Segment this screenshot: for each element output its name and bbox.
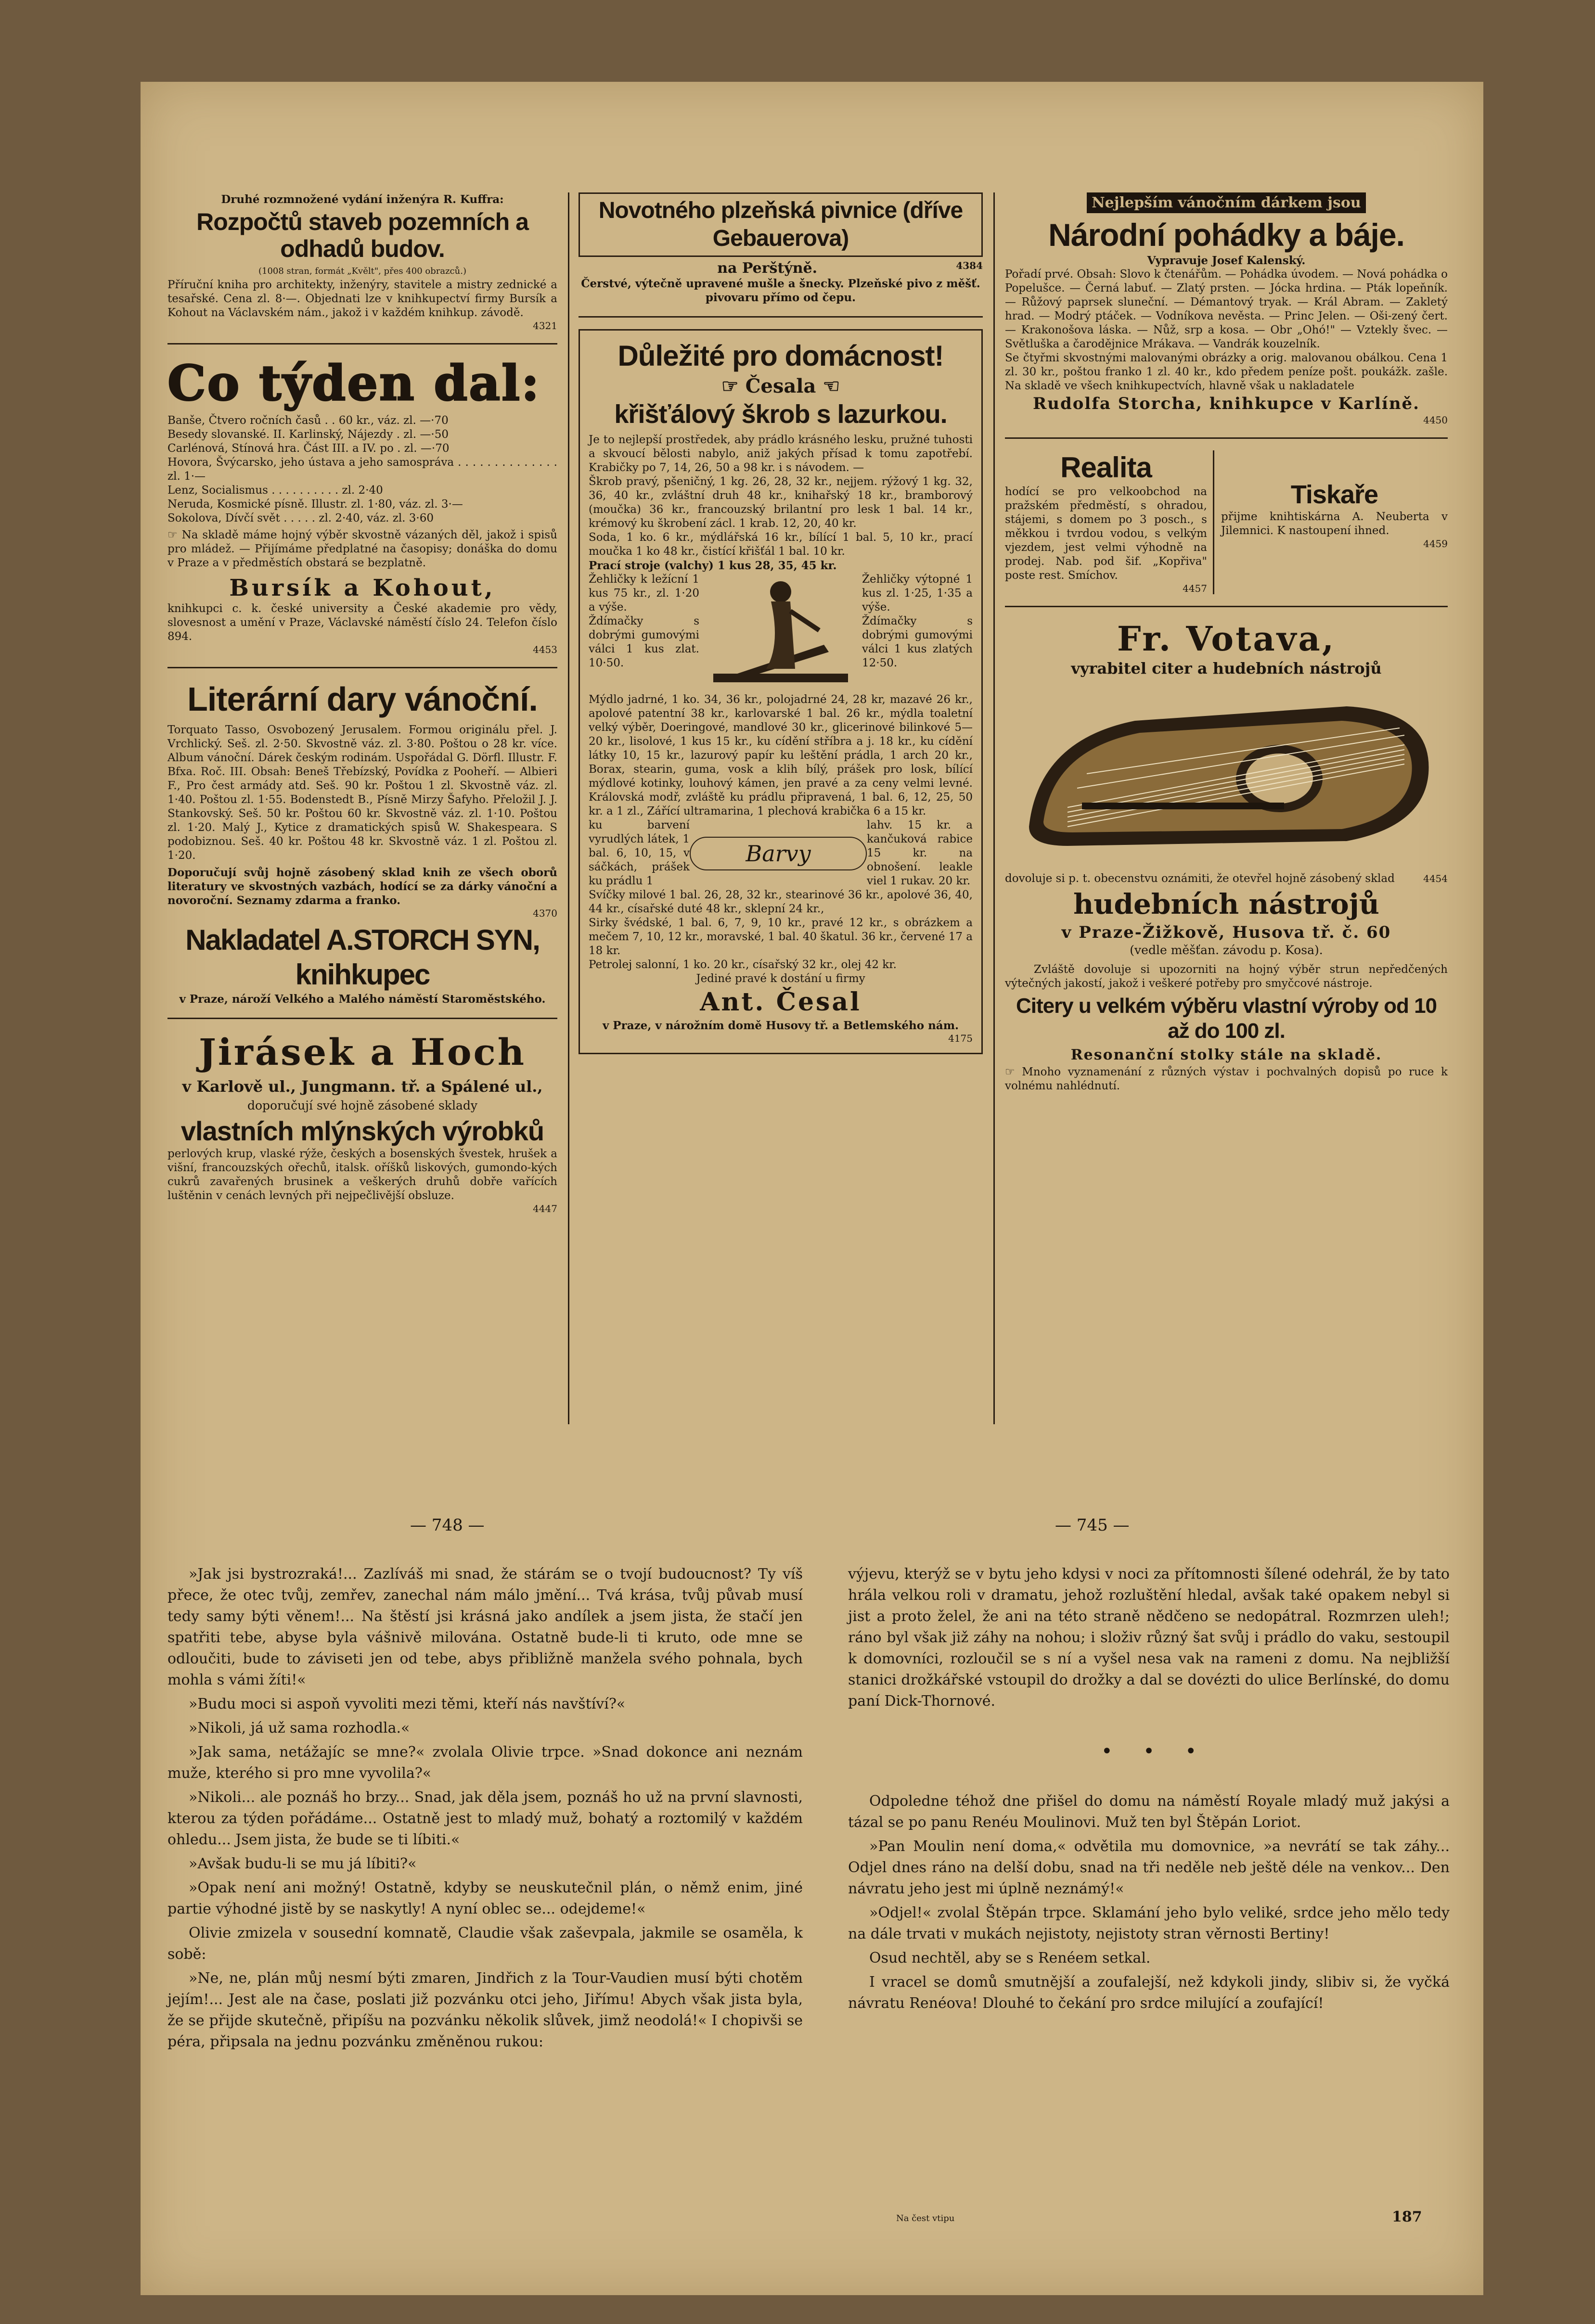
pointing-hand-icon: ☞ (167, 529, 182, 541)
storch-title: Nakladatel A.STORCH SYN, knihkupec (185, 924, 540, 991)
pohadky-offer: Se čtyřmi skvostnými malovanými obrázky a orig. malovanou obálkou. Cena 1 zl. 30 kr., poštou franko 1 zl. 40 kr., kdo předem peníze pošt. poukážk. zašle. Na skladě ve všech knihkupectvích, hlavně však u nakladatele (1005, 352, 1448, 392)
ad-number: 4384 (956, 260, 983, 271)
story-column-left (167, 1564, 803, 2056)
washer-woman-illustration (708, 573, 853, 693)
cesal-firm: Ant. Česal (700, 987, 862, 1017)
cesal-skrob: Škrob pravý, pšeničný, 1 kg. 26, 28, 32 kr., nejjem. rýžový 1 kg. 32, 36, 40 kr., zvláštní druh 48 kr., knihařský 18 kr., bramborový (moučka) 36 kr., francouzský brilantní pro lesk 1 bal. 14 kr., krémový ku škrobení zácl. 1 krab. 12, 20, 40 kr. (589, 475, 973, 530)
pohadky-banner: Nejlepším vánočním dárkem jsou (1087, 192, 1366, 213)
book-item: Lenz, Socialismus . . . . . . . . . . zl. 2·40 (167, 484, 383, 497)
column-right (1005, 192, 1448, 1093)
cesal-soda: Soda, 1 ko. 6 kr., mýdlářská 16 kr., bílící 1 bal. 5, 10 kr., prací moučka 1 ko 48 kr., čistící křišťál 1 bal. 10 kr. (589, 531, 973, 558)
book-item: Besedy slovanské. II. Karlinský, Nájezdy . zl. —·50 (167, 428, 449, 441)
jirasek-product: vlastních mlýnských výrobků (180, 1116, 544, 1146)
page-number-right: — 745 — (1055, 1516, 1130, 1535)
cesal-intro: Je to nejlepší prostředek, aby prádlo krásného lesku, pružné tuhosti a skvoucí bělosti nabylo, aniž jakých přísad k tomu zapotřebí. Krabičky po 7, 14, 26, 50 a 98 kr. i s návodem. — (589, 434, 973, 474)
book-item: Carlénová, Stínová hra. Část III. a IV. po . zl. —·70 (167, 442, 450, 455)
votava-medals: Mnoho vyznamenání z různých výstav i pochvalných dopisů po ruce k volnému nahlédnutí. (1005, 1066, 1448, 1092)
cesal-barvy (589, 818, 973, 888)
pointing-hand-icon: ☞ (721, 375, 746, 397)
story-paragraph: »Ne, ne, plán můj nesmí býti zmaren, Jindřich z la Tour-Vaudien musí býti chotěm jejím!... Jest ale na čase, poslati již pozvánku otci jeho, Jiřímu! Abych však jista byla, že se přijde skutečně, připíšu na pozvánku několik slůvek, jimž neodolá!« I chopivši se péra, připsala na jednu pozvánku změněnou rukou: (167, 1970, 803, 2050)
votava-body: Zvláště dovoluje si upozorniti na hojný výběr strun nepředčených výtečných jakostí, jakož i veškeré potřeby pro smyčcové nástroje. (1005, 963, 1448, 990)
co-tyden-note-text: Na skladě máme hojný výběr skvostně vázaných děl, jakož i spisů pro mládež. — Přijímáme předplatné na časopisy; donáška do domu v Praze a v předměstích obstará se bezplatně. (167, 529, 557, 569)
votava-address2: (vedle měšťan. závodu p. Kosa). (1130, 943, 1323, 957)
pohadky-author: Vypravuje Josef Kalenský. (1147, 254, 1306, 267)
barvy-script: Barvy (746, 840, 811, 867)
newspaper-page (141, 82, 1483, 2295)
ad-kuffr-body: Příruční kniha pro architekty, inženýry, stavitele a mistry zednické a tesařské. Cena zl. 8·—. Objednati lze v knihkupectví firmy Bursík a Kohout na Václavském nám., jakož i v každém knihkup. závodě. (167, 279, 557, 319)
cesal-sirky: Sirky švédské, 1 bal. 6, 7, 9, 10 kr., pravé 12 kr., s obrázkem a mečem 7, 10, 12 kr., moravské, 1 bal. 40 škatul. 36 kr., červené 17 a 18 kr. (589, 917, 973, 957)
pohadky-publisher: Rudolfa Storcha, knihkupce v Karlíně. (1032, 394, 1420, 413)
story-paragraph: Odpoledne téhož dne přišel do domu na náměstí Royale mladý muž jakýsi a tázal se po panu Renéu Moulinovi. Muž ten byl Štěpán Loriot. (848, 1793, 1450, 1831)
jirasek-body: perlových krup, vlaské rýže, českých a bosenských švestek, hrušek a višní, francouzských ořechů, italsk. oříšků liskových, gumondo-kých cukrů zavařených brusinek a veškerých druhů dobře vařících luštěnin v cenách levných při nejpečlivější obsluze. (167, 1148, 557, 1202)
column-middle (579, 192, 983, 1054)
story-paragraph: »Nikoli... ale poznáš ho brzy... Snad, jak děla jsem, poznáš ho už na první slavnosti, kterou za týden pořádáme... Ostatně jest to mladý muž, bohatý a roztomilý v každém ohledu... Jsem jista, že bude se ti líbiti.« (167, 1789, 803, 1848)
ad-kuffr-title: Rozpočtů staveb pozemních a odhadů budov. (196, 208, 528, 262)
votava-resonance: Resonanční stolky stále na skladě. (1070, 1047, 1382, 1063)
pohadky-title: Národní pohádky a báje. (1048, 217, 1404, 253)
ad-votava (1005, 619, 1448, 1093)
ad-number: 4370 (533, 907, 557, 919)
ad-number: 4321 (533, 320, 557, 332)
realita-title: Realita (1060, 451, 1152, 484)
votava-sub: vyrabitel citer a hudebních nástrojů (1071, 659, 1382, 677)
divider (167, 1018, 557, 1019)
cesal-only: Jediné pravé k dostání u firmy (696, 972, 865, 985)
divider (579, 316, 983, 318)
footer-note: Na čest vtipu (896, 2213, 955, 2223)
pohadky-banner-line (1005, 192, 1448, 213)
cesal-title: Důležité pro domácnost! (617, 340, 944, 372)
cesal-zehlicky-left: Žehličky k ležícní 1 kus 75 kr., zl. 1·20 a výše. (589, 573, 699, 613)
story-paragraph: »Jak sama, netážajíc se mne?« zvolala Olivie trpce. »Snad dokonce ani neznám muže, kterého si pro mne vyvolila?« (167, 1744, 803, 1782)
book-item: Hovora, Švýcarsko, jeho ústava a jeho samospráva . . . . . . . . . . . . . . zl. 1·— (167, 456, 557, 483)
co-tyden-title: Co týden dal: (167, 355, 541, 411)
ad-kuffr (167, 192, 557, 332)
realita-body: hodící se pro velkoobchod na pražském předměstí, s ohradou, stájemi, s domem po 3 posch., s měkkou i tvrdou vodou, s velkým vjezdem, jest velmi výhodně na prodej. Nab. pod šif. „Kopřiva" poste rest. Smíchov. (1005, 485, 1207, 582)
votava-notice (1005, 872, 1448, 886)
cesal-left-products (589, 573, 699, 670)
pointing-hand-icon: ☜ (816, 375, 840, 397)
ad-pohadky (1005, 192, 1448, 426)
votava-citery: Citery u velkém výběru vlastní výroby od 10 až do 100 zl. (1016, 994, 1437, 1043)
ad-cesal (579, 329, 983, 1054)
cesal-barvy-right: lahv. 15 kr. a kančuková rabice 15 kr. na obnošení. leakle viel 1 rukav. 20 kr. (867, 819, 973, 887)
cesal-name-line (589, 375, 973, 397)
book-item: Sokolova, Dívčí svět . . . . . zl. 2·40, váz. zl. 3·60 (167, 512, 434, 524)
pohadky-body: Pořadí prvé. Obsah: Slovo k čtenářům. — Pohádka úvodem. — Nová pohádka o Popelušce. — Černá labuť. — Zlatý prsten. — Jócka hrdina. — Pták lopeňník. — Růžový paprsek sluneční. — Démantový tryak. — Král Abram. — Zakletý hrad. — Modrý ptáček. — Vodníkova nevěsta. — Princ Jelen. — Oši-zený čert. — Krakonošova láska. — Nůž, srp a kosa. — Obr „Ohó!" — Vztekly švec. — Světluška a čarodějnice Mrákava. — Vandrák kouzelník. (1005, 268, 1448, 350)
votava-medals-line (1005, 1065, 1448, 1093)
ad-number: 4447 (533, 1203, 557, 1214)
page-number-left: — 748 — (410, 1516, 485, 1535)
section-break-dots: • • • (1101, 1740, 1196, 1762)
cesal-zdimacky-right: Ždímačky s dobrými gumovými válci 1 kus zlatých 12·50. (862, 615, 973, 669)
book-item: Neruda, Kosmické písně. Illustr. zl. 1·80, váz. zl. 3·— (167, 498, 463, 511)
jirasek-recommend: doporučují své hojně zásobené sklady (247, 1098, 477, 1112)
pointing-hand-icon: ☞ (1005, 1066, 1022, 1078)
votava-notice-text: dovoluje si p. t. obecenstvu oznámiti, že otevřel hojně zásobený sklad (1005, 872, 1395, 885)
ad-number: 4454 (1423, 873, 1448, 884)
column-left (167, 192, 557, 1214)
column-rule (568, 192, 569, 1424)
literarni-body: Torquato Tasso, Osvobozený Jerusalem. Formou originálu přel. J. Vrchlický. Seš. zl. 2·50. Skvostně váz. zl. 3·80. Poštou o 28 kr. více. Album vánoční. Dárek českým rodinám. Uspořádal G. Dörfl. Illustr. F. Bfxa. Roč. III. Obsah: Beneš Třebízský, Povídka z Pooheří. — Albieri F., Pro čest armády atd. Seš. 90 kr. Poštou 1 zl. Skvostně váz. zl. 1·40. Poštou zl. 1·55. Bodenstedt B., Písně Mirzy Šafyho. Přeložil J. J. Stankovský. Seš. 50 kr. Poštou 60 kr. Skvostně váz. zl. 1·10. Poštou zl. 1·20. Malý J., Kytice z dramatických spisů W. Shakespeara. S podobiznou. Seš. 40 kr. Poštou 48 kr. Skvostně váz. 1 zl. Poštou zl. 1·20. (167, 724, 557, 862)
ad-kuffr-heading: Druhé rozmnožené vydání inženýra R. Kuffra: (221, 193, 504, 206)
novotny-sub (579, 260, 983, 277)
votava-address: v Praze-Žižkově, Husova tř. č. 60 (1061, 923, 1391, 942)
storch-address: v Praze, nároží Velkého a Malého náměstí Staroměstského. (179, 993, 546, 1006)
story-paragraph: Osud nechtěl, aby se s Renéem setkal. (869, 1950, 1151, 1966)
story-paragraph: »Nikoli, já už sama rozhodla.« (189, 1720, 410, 1737)
cesal-zehlicky-right: Žehličky výtopné 1 kus zl. 1·25, 1·35 a výše. (862, 573, 973, 613)
novotny-body: Čerstvé, výtečně upravené mušle a šnecky. Plzeňské pivo z měšť. pivovaru přímo od čepu. (581, 277, 980, 304)
book-item: Banše, Čtvero ročních časů . . 60 kr., váz. zl. —·70 (167, 414, 449, 427)
jirasek-title: Jirásek a Hoch (198, 1031, 527, 1073)
small-ads-row (1005, 450, 1448, 594)
cesal-barvy-left: ku barvení vyrudlých látek, 1 bal. 6, 10, 15, v sáčkách, prášek ku prádlu 1 (589, 819, 690, 887)
story-paragraph: »Budu moci si aspoň vyvoliti mezi těmi, kteří nás navštíví?« (189, 1696, 626, 1712)
cesal-praci: Prací stroje (valchy) 1 kus 28, 35, 45 kr. (589, 559, 837, 572)
ad-literarni-dary (167, 680, 557, 1006)
footer-page-number: 187 (1392, 2209, 1422, 2225)
literarni-recommend: Doporučují svůj hojně zásobený sklad knih ze všech oborů literatury ve skvostných vazbách, hodící se za dárky vánoční a novoroční. Seznamy zdarma a franko. (167, 866, 557, 907)
story-paragraph: »Jak jsi bystrozraká!... Zazlíváš mi snad, že stárám se o tvojí budoucnost? Ty víš přece, že otec tvůj, zemřev, zanechal nám málo jmění... Tvá krása, tvůj půvab musí tedy samy býti věnem!... Na štěstí jsi krásná jako andílek a jsem jista, že stačí jen spatřiti tebe, abyse byla vášnivě milována. Ostatně bude-li ti kruto, ode mne se odloučiti, bude to záviseti jen od tebe, abys přibližně manžela svého pohnala, bych mohla s vámi žíti!« (167, 1566, 803, 1688)
ad-novotny (579, 192, 983, 305)
literarni-title: Literární dary vánoční. (187, 680, 538, 718)
jirasek-address: v Karlově ul., Jungmann. tř. a Spálené ul., (182, 1077, 543, 1096)
story-paragraph: výjevu, kterýž se v bytu jeho kdysi v noci za přítomnosti šílené odehrál, že by tato hrála velkou roli v dramatu, jehož rozluštění hledal, avšak také opakem nebyl si jist a proto želel, že ani na této straně nědčeno se nedopátral. Rozmrzen uleh!; ráno byl však již záhy na nohou; i složiv různý šat svůj i prádlo do vaku, sestoupil k domovníci, rozloučil se s ní a vyšel nesa vak na rameni z domu. Na nejbližší stanici drožkářské vstoupil do drožky a dal se dovézti do ulice Berlínské, do domu paní Dick-Thornové. (848, 1566, 1450, 1710)
divider (1005, 437, 1448, 439)
bursik-firm: Bursík a Kohout, (229, 575, 496, 601)
ad-realita (1005, 450, 1214, 594)
ad-number: 4457 (1183, 583, 1207, 594)
ad-number: 4175 (948, 1033, 973, 1044)
story-paragraph: »Opak není ani možný! Ostatně, kdyby se neuskutečnil plán, o němž enim, jiné partie výhodné jistě by se naskytly! A nyní oblec se... odejdeme!« (167, 1879, 803, 1917)
ad-number: 4450 (1423, 414, 1448, 426)
zither-illustration (1005, 682, 1448, 865)
barvy-script-label (690, 837, 867, 870)
story-paragraph: »Odjel!« zvolal Štěpán trpce. Sklamání jeho bylo veliké, srdce jeho mělo tedy na dále trvati v mukách nejistoty, nejistoty stran věrnosti Bertiny! (848, 1904, 1450, 1942)
story-paragraph: »Pan Moulin není doma,« odvětila mu domovnice, »a nevrátí se tak záhy... Odjel dnes ráno na delší dobu, snad na tři neděle neb ještě déle na venkov... Den návratu jeho jest mi úplně neznámý!« (848, 1838, 1450, 1897)
divider (1005, 606, 1448, 607)
cesal-right-products (862, 573, 973, 670)
ad-number: 4453 (533, 644, 557, 655)
column-rule (993, 192, 995, 1424)
ad-jirasek-hoch (167, 1031, 557, 1214)
cesal-address: v Praze, v nárožním domě Husovy tř. a Betlemského nám. (602, 1019, 959, 1032)
tiskare-title: Tiskaře (1290, 480, 1378, 509)
cesal-svicky: Svíčky milové 1 bal. 26, 28, 32 kr., stearinové 36 kr., apolové 36, 40, 44 kr., císařské duté 48 kr., sklepní 24 kr., (589, 889, 973, 915)
story-paragraph: »Avšak budu-li se mu já líbiti?« (189, 1855, 417, 1872)
cesal-zdimacky-left: Ždímačky s dobrými gumovými válci 1 kus zlat. 10·50. (589, 615, 699, 669)
ad-number: 4459 (1423, 538, 1448, 549)
story-column-right (848, 1564, 1450, 2017)
story-paragraph: Olivie zmizela v sousední komnatě, Claudie však zaševpala, jakmile se osaměla, k sobě: (167, 1925, 803, 1963)
cesal-name: Česala (745, 375, 816, 397)
tiskare-body: přijme knihtiskárna A. Neuberta v Jilemnici. K nastoupení ihned. (1221, 511, 1448, 537)
cesal-petrolej: Petrolej salonní, 1 ko. 20 kr., císařský 32 kr., olej 42 kr. (589, 958, 897, 971)
divider (167, 343, 557, 345)
ad-tiskare (1221, 450, 1448, 594)
ad-co-tyden-dal (167, 356, 557, 655)
votava-title: Fr. Votava, (1117, 619, 1336, 659)
cesal-product: křišťálový škrob s lazurkou. (614, 400, 947, 429)
story-paragraph: I vracel se domů smutnější a zoufalejší, než kdykoli jindy, slibiv si, že vyčká návratu Renéova! Dlouhé to čekání pro srdce milující a zoufající! (848, 1974, 1450, 2012)
cesal-mydlo: Mýdlo jadrné, 1 ko. 34, 36 kr., polojadrné 24, 28 kr, mazavé 26 kr., apolové patentní 38 kr., karlovarské 1 bal. 26 kr., mýdla toaletní velký výběr, Doeringové, mandlové 30 kr., glicerinové bilinkové 5—20 kr., lisolové, 1 kus 15 kr., ku cídění stříbra a j. 18 kr., ku cídění látky 10, 15 kr., lazurový papír ku leštění prádla, 1 arch 20 kr., Borax, stearin, guma, vosk a klih bílý, prášek pro losk, bílící mýdlové kotinky, louhový kámen, jen pravé a za ceny velmi levné. Královská modř, zvláště ku prádlu připravená, 1 bal. 6, 12, 25, 50 kr. a 1 zl., Zářící ultramarina, 1 plechová krabička 6 a 15 kr. (589, 693, 973, 817)
co-tyden-note (167, 528, 557, 570)
novotny-title: Novotného plzeňská pivnice (dříve Gebauerova) (579, 192, 983, 257)
novotny-sub-text: na Perštýně. (717, 260, 818, 277)
ad-kuffr-meta: (1008 stran, formát „Kvělt", přes 400 obrazců.) (258, 266, 466, 276)
cesal-appliances (589, 573, 973, 693)
votava-big: hudebních nástrojů (1073, 888, 1379, 920)
bursik-text: knihkupci c. k. české university a České akademie pro vědy, slovesnost a umění v Praze, Václavské náměstí číslo 24. Telefon číslo 894. (167, 602, 557, 643)
divider (167, 667, 557, 668)
